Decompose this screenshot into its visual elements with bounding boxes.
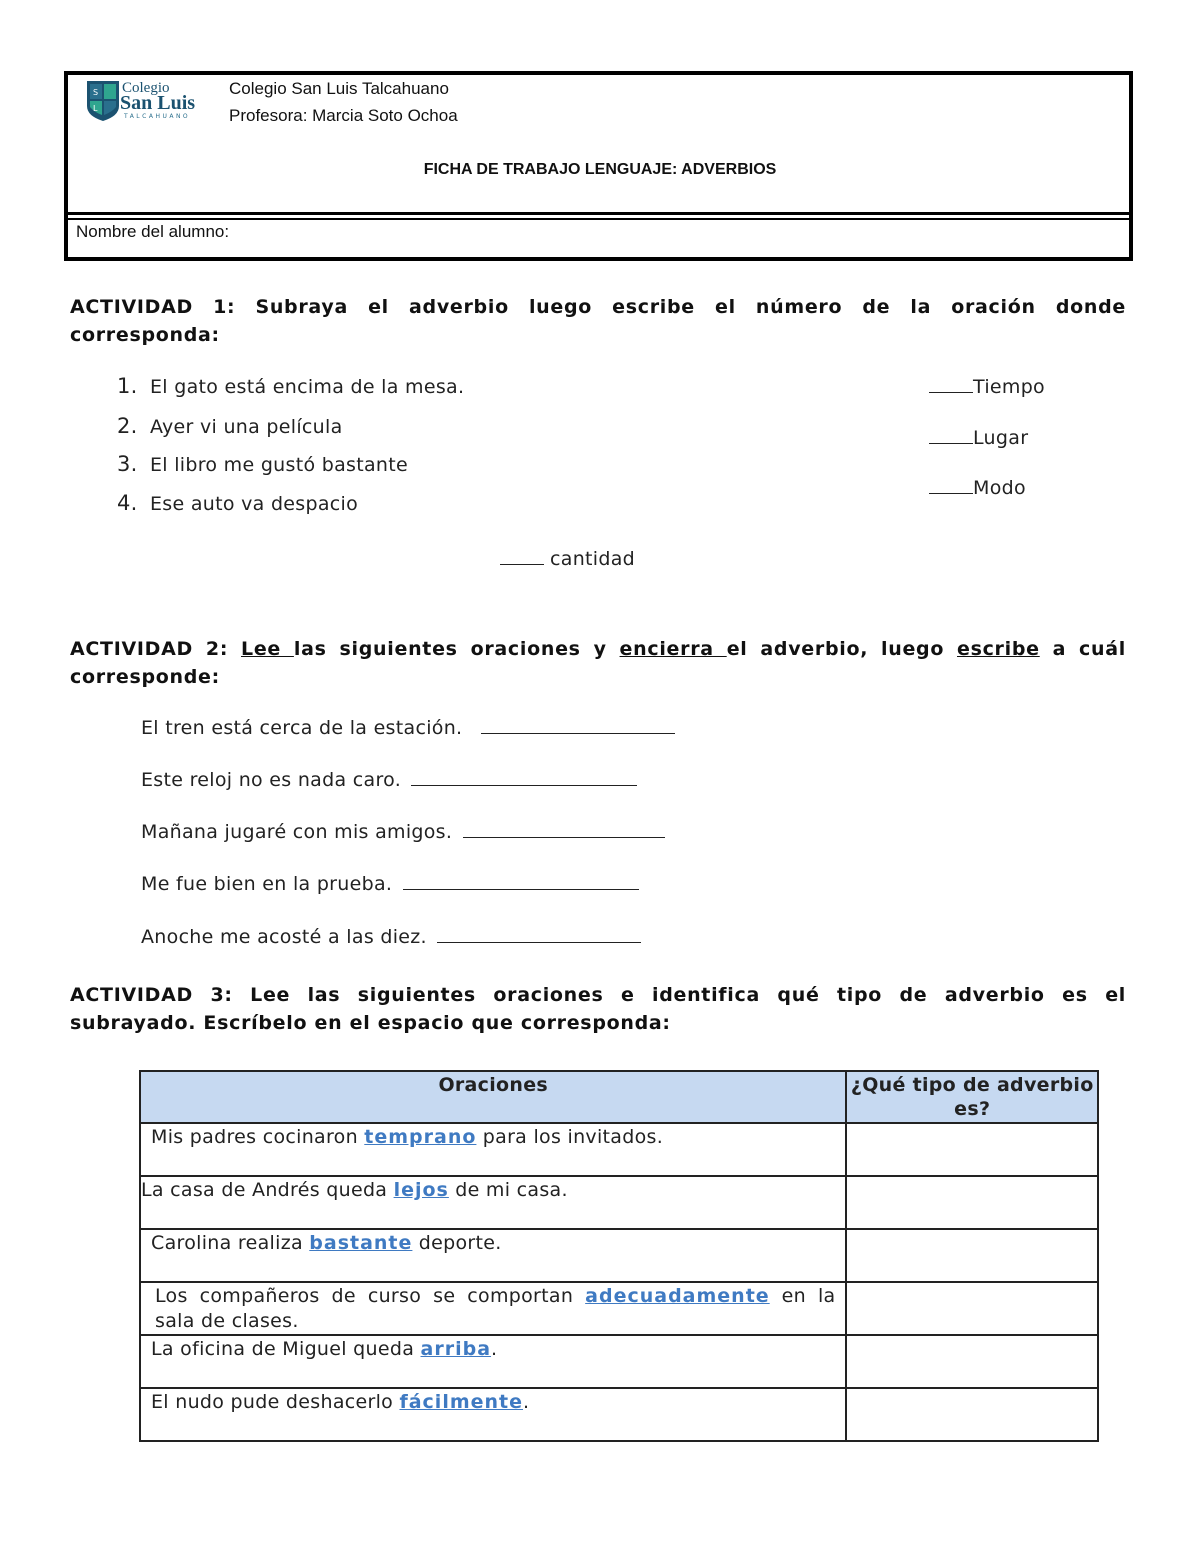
activity-2-sentence: El tren está cerca de la estación. [141, 715, 675, 739]
answer-blank[interactable] [403, 871, 639, 890]
activity-2-sentence: Mañana jugaré con mis amigos. [141, 819, 665, 843]
answer-cell[interactable] [846, 1123, 1098, 1176]
logo-line-2: San Luis [120, 92, 196, 114]
answer-blank[interactable] [929, 374, 973, 393]
activity-2-title: ACTIVIDAD 2: Lee las siguientes oraciones y encierra el adverbio, luego escribe a cuál corresponde: [70, 638, 1126, 688]
adverb-underlined: arriba [420, 1338, 492, 1360]
teacher-name: Profesora: Marcia Soto Ochoa [229, 106, 458, 125]
sentence-cell: La casa de Andrés queda lejos de mi casa. [140, 1176, 846, 1229]
sentence-cell: Los compañeros de curso se comportan adecuadamente en la sala de clases. [140, 1282, 846, 1335]
adverb-underlined: adecuadamente [585, 1285, 770, 1307]
sentence-cell: Mis padres cocinaron temprano para los invitados. [140, 1123, 846, 1176]
adverb-table [139, 1070, 1099, 1442]
answer-blank[interactable] [929, 425, 973, 444]
header-divider [64, 212, 1133, 220]
adverb-underlined: lejos [393, 1179, 449, 1201]
category-tiempo: Tiempo [929, 374, 1045, 398]
school-name: Colegio San Luis Talcahuano [229, 79, 449, 98]
student-name-label: Nombre del alumno: [76, 222, 230, 241]
activity-2-sentence: Este reloj no es nada caro. [141, 767, 637, 791]
adverb-underlined: temprano [364, 1126, 477, 1148]
table-row [140, 1123, 1098, 1176]
adverb-underlined: fácilmente [399, 1391, 524, 1413]
activity-1-title [70, 293, 1126, 349]
answer-blank[interactable] [437, 924, 641, 943]
answer-blank[interactable] [929, 475, 973, 494]
table-row [140, 1282, 1098, 1335]
answer-blank[interactable] [500, 546, 544, 565]
activity-1-sentence: 4. Ese auto va despacio [117, 491, 359, 515]
answer-blank[interactable] [481, 715, 675, 734]
shield-icon [86, 80, 120, 122]
category-modo: Modo [929, 475, 1026, 499]
activity-1-title-line-2: corresponda: [70, 324, 220, 346]
school-logo [86, 80, 206, 124]
sentence-cell: La oficina de Miguel queda arriba. [140, 1335, 846, 1388]
table-row [140, 1176, 1098, 1229]
activity-1-sentence: 3. El libro me gustó bastante [117, 452, 409, 476]
answer-blank[interactable] [411, 767, 637, 786]
logo-line-3: TALCAHUANO [124, 113, 191, 120]
activity-1-sentence: 2. Ayer vi una película [117, 414, 343, 438]
activity-2-sentence: Me fue bien en la prueba. [141, 871, 639, 895]
table-header-tipo: ¿Qué tipo de adverbio es? [846, 1071, 1098, 1123]
logo-line-1: Colegio [122, 80, 170, 96]
answer-cell[interactable] [846, 1229, 1098, 1282]
table-row [140, 1388, 1098, 1441]
category-lugar: Lugar [929, 425, 1028, 449]
svg-text:L: L [93, 104, 98, 113]
activity-2-sentence: Anoche me acosté a las diez. [141, 924, 641, 948]
answer-cell[interactable] [846, 1388, 1098, 1441]
sentence-cell: Carolina realiza bastante deporte. [140, 1229, 846, 1282]
answer-cell[interactable] [846, 1176, 1098, 1229]
sentence-cell: El nudo pude deshacerlo fácilmente. [140, 1388, 846, 1441]
table-row [140, 1229, 1098, 1282]
table-header-oraciones: Oraciones [140, 1071, 846, 1123]
answer-cell[interactable] [846, 1335, 1098, 1388]
activity-1-title-line-1: ACTIVIDAD 1: Subraya el adverbio luego escribe el número de la oración donde [70, 296, 1126, 318]
answer-cell[interactable] [846, 1282, 1098, 1335]
adverb-underlined: bastante [309, 1232, 413, 1254]
activity-3-title: ACTIVIDAD 3: Lee las siguientes oraciones e identifica qué tipo de adverbio es el subrayado. Escríbelo en el espacio que corresponda: [70, 984, 1126, 1034]
worksheet-title: FICHA DE TRABAJO LENGUAJE: ADVERBIOS [423, 161, 777, 178]
answer-blank[interactable] [463, 819, 665, 838]
table-row [140, 1335, 1098, 1388]
svg-text:S: S [93, 88, 99, 97]
activity-1-sentence: 1. El gato está encima de la mesa. [117, 374, 465, 398]
category-cantidad: cantidad [500, 546, 635, 570]
